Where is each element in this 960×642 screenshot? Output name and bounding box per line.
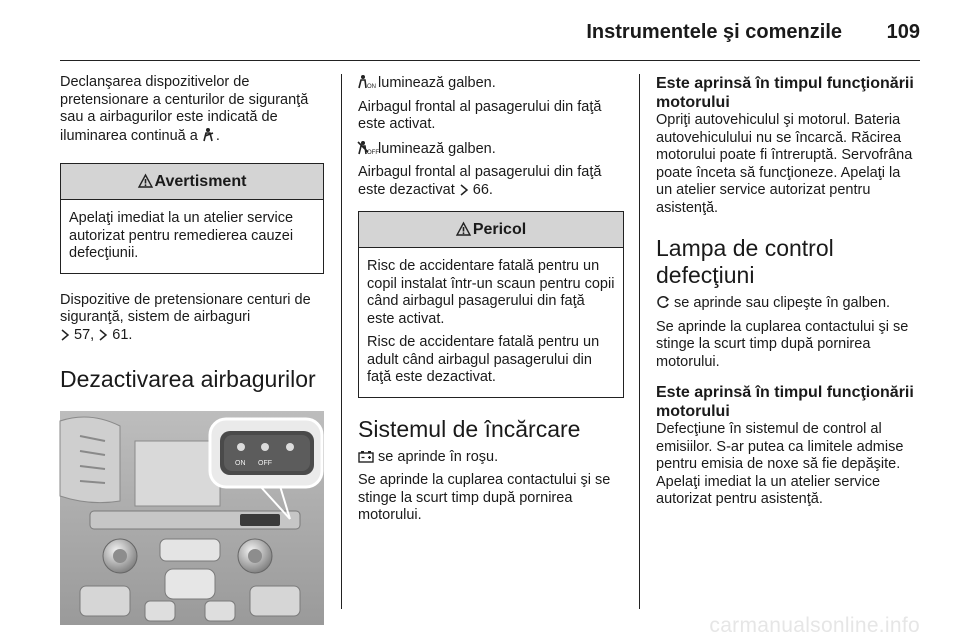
dashboard-photo: [60, 411, 324, 625]
column-3: [656, 74, 920, 509]
svg-text:OFF: OFF: [367, 149, 379, 156]
airbag-on-status: luminează galben.: [378, 75, 496, 91]
column-divider-2: [639, 74, 640, 609]
column-2: [358, 74, 624, 525]
airbag-off-status: luminează galben.: [378, 140, 496, 157]
airbag-off-icon: [358, 140, 379, 156]
warning-box: [60, 163, 324, 274]
column-1: [60, 74, 324, 625]
page-header: [0, 0, 960, 62]
airbag-on-icon: [358, 74, 374, 89]
airbag-deactivated-line: [358, 164, 624, 199]
charging-light-status: se aprinde în roşu.: [378, 448, 499, 465]
svg-text:ON: ON: [367, 84, 376, 90]
danger-header: [359, 212, 623, 248]
danger-box: [358, 211, 624, 398]
header-title: Instrumentele şi comenzile: [586, 21, 842, 43]
warning-text: Apelaţi imediat la un atelier service autorizat pentru remedierea cauzei defecţiunii.: [69, 210, 294, 261]
airbag-seatbelt-icon: [202, 127, 216, 142]
page-reference-icon: [60, 329, 70, 341]
danger-text-child: Risc de accidentare fatală pentru un copil instalat într-un scaun pentru copii când airbagul pasagerului din faţă este activat.: [367, 258, 615, 327]
page-ref-61[interactable]: 61.: [112, 326, 133, 343]
airbag-active-text: Airbagul frontal al pasagerului din faţă este activat.: [358, 98, 602, 132]
malfunction-lamp-line: [656, 295, 920, 313]
systems-reference: [60, 292, 324, 345]
page-ref-66[interactable]: 66.: [472, 181, 493, 198]
malfunction-lamp-heading: Lampa de control defecţiuni: [656, 235, 834, 288]
engine-running-subheading-1: Este aprinsă în timpul funcţionării motorului: [656, 75, 914, 111]
warning-title: Avertisment: [154, 173, 247, 190]
column-divider-1: [341, 74, 342, 609]
header-rule: [60, 60, 920, 61]
warning-triangle-icon: [456, 222, 471, 236]
warning-header: [61, 164, 323, 200]
airbag-deactivation-heading: Dezactivarea airbagurilor: [60, 366, 316, 392]
malfunction-lamp-text: Se aprinde la cuplarea contactului şi se stinge la scurt timp după pornirea motorului.: [656, 318, 909, 370]
pretensioner-end: .: [215, 127, 220, 144]
page-reference-icon: [98, 329, 108, 341]
battery-icon: [358, 450, 374, 463]
warning-body: [61, 200, 323, 273]
airbag-on-line: [358, 74, 624, 93]
watermark: carmanualsonline.info: [709, 614, 920, 637]
danger-text-adult: Risc de accidentare fatală pentru un adult când airbagul pasagerului din faţă este dezactivat.: [367, 334, 600, 385]
charging-system-heading: Sistemul de încărcare: [358, 415, 581, 442]
charging-fault-text: Opriţi autovehiculul şi motorul. Bateria autovehiculului nu se încarcă. Răcirea motorului poate fi întreruptă. Servofrâna poate înceta să funcţioneze. Apelaţi la un atelier service autorizat pentru asistenţă.: [656, 112, 913, 216]
charging-light-line: [358, 449, 624, 467]
pretensioner-text: Declanşarea dispozitivelor de pretensionare a centurilor de siguranţă sau a airbagurilor este indicată de iluminarea continuă a: [60, 74, 309, 144]
dashboard-illustration: [60, 411, 324, 625]
photo-label-off: OFF: [258, 460, 272, 467]
malfunction-lamp-status: se aprinde sau clipeşte în galben.: [674, 295, 891, 311]
systems-reference-text: Dispozitive de pretensionare centuri de siguranţă, sistem de airbaguri: [60, 291, 311, 325]
page-number: 109: [886, 21, 920, 43]
warning-triangle-icon: [138, 174, 153, 188]
page-ref-57[interactable]: 57,: [74, 326, 95, 343]
charging-light-text: Se aprinde la cuplarea contactului şi se stinge la scurt timp după pornirea motorului.: [358, 472, 611, 523]
airbag-off-line: [358, 140, 624, 159]
danger-body: [359, 248, 623, 397]
pretensioner-paragraph: [60, 74, 324, 145]
engine-check-icon: [656, 295, 670, 309]
photo-label-on: ON: [235, 460, 246, 467]
emission-fault-text: Defecţiune în sistemul de control al emisiilor. S-ar putea ca limitele admise pentru emisia de noxe să fie depăşite. Apelaţi imediat la un atelier service autorizat pentru asistenţă.: [656, 421, 904, 507]
page-reference-icon: [459, 184, 469, 196]
engine-running-subheading-2: Este aprinsă în timpul funcţionării motorului: [656, 384, 914, 420]
danger-title: Pericol: [472, 221, 527, 238]
airbag-deactivated-text: Airbagul frontal al pasagerului din faţă este dezactivat: [358, 164, 602, 198]
